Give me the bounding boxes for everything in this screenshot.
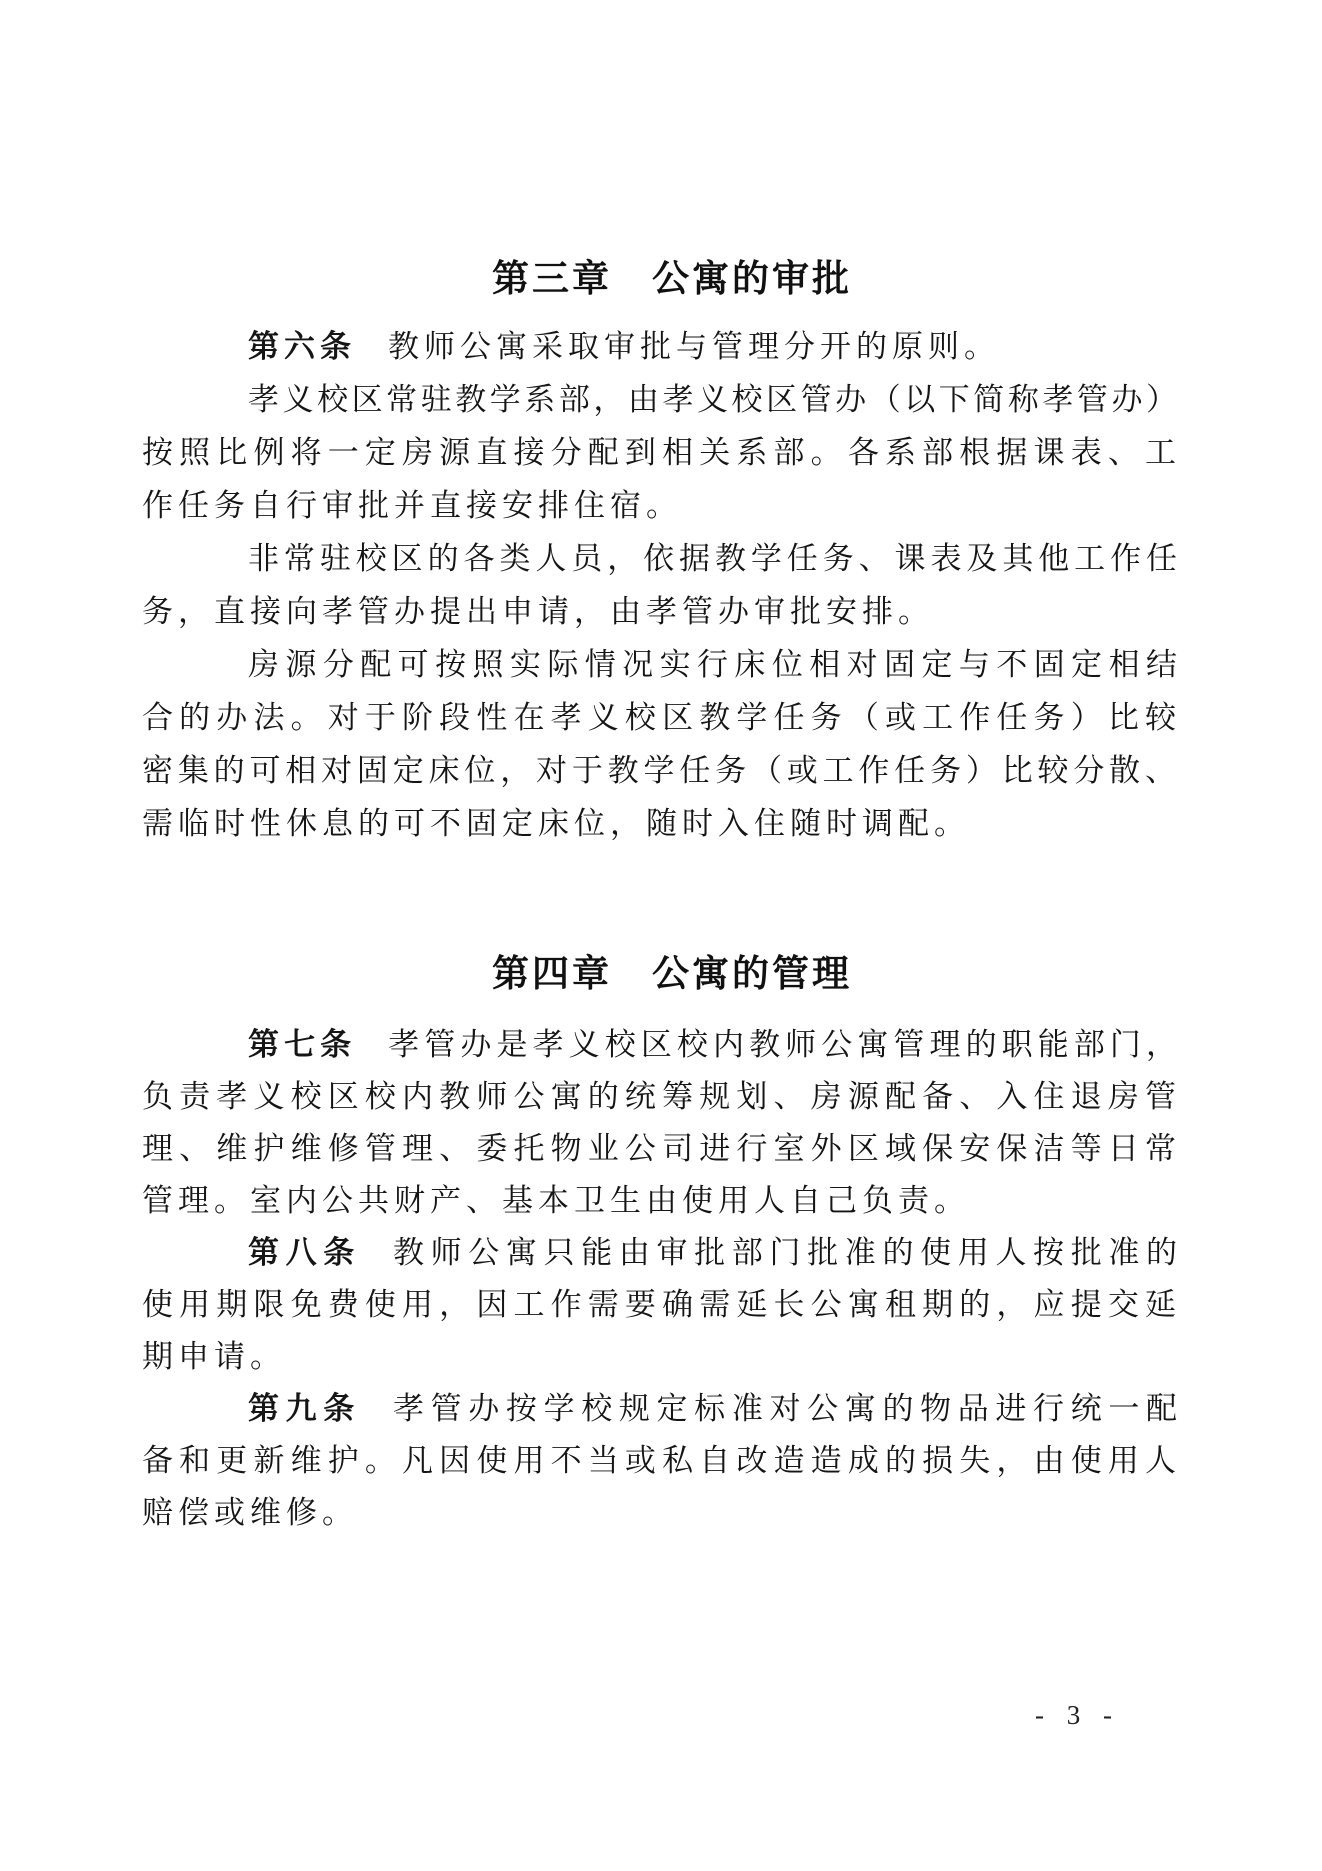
line-text: 管理。室内公共财产、基本卫生由使用人自己负责。 — [142, 1183, 970, 1218]
page-number: - 3 - — [1035, 1700, 1120, 1730]
paragraph-line — [142, 320, 1180, 373]
article-number: 第八条 — [248, 1235, 361, 1270]
line-text: 孝管办按学校规定标准对公寓的物品进行统一配 — [392, 1391, 1181, 1426]
chapter4-heading: 第四章 公寓的管理 — [492, 953, 852, 994]
line-text: 非常驻校区的各类人员，依据教学任务、课表及其他工作任 — [248, 541, 1180, 576]
article-number: 第七条 — [248, 1027, 357, 1062]
chapter3-heading: 第三章 公寓的审批 — [492, 258, 852, 299]
line-text: 赔偿或维修。 — [142, 1495, 358, 1530]
chapter3-body — [142, 320, 1180, 850]
line-text: 使用期限免费使用，因工作需要确需延长公寓租期的，应提交延 — [142, 1287, 1180, 1322]
paragraph-line — [142, 1331, 1180, 1383]
line-text: 孝义校区常驻教学系部，由孝义校区管办（以下简称孝管办） — [248, 382, 1180, 417]
paragraph-line — [142, 1123, 1180, 1175]
line-text: 需临时性休息的可不固定床位，随时入住随时调配。 — [142, 806, 970, 841]
document-content — [142, 238, 1180, 1539]
article-number: 第九条 — [248, 1391, 361, 1426]
line-text: 按照比例将一定房源直接分配到相关系部。各系部根据课表、工 — [142, 435, 1180, 470]
line-text: 合的办法。对于阶段性在孝义校区教学任务（或工作任务）比较 — [142, 700, 1180, 735]
line-text: 理、维护维修管理、委托物业公司进行室外区域保安保洁等日常 — [142, 1131, 1180, 1166]
paragraph-line — [142, 532, 1180, 585]
line-text: 孝管办是孝义校区校内教师公寓管理的职能部门， — [388, 1027, 1180, 1062]
line-text: 务，直接向孝管办提出申请，由孝管办审批安排。 — [142, 594, 934, 629]
paragraph-line — [142, 479, 1180, 532]
line-text: 作任务自行审批并直接安排住宿。 — [142, 488, 682, 523]
paragraph-line — [142, 691, 1180, 744]
paragraph-line — [142, 1071, 1180, 1123]
paragraph-line — [142, 373, 1180, 426]
line-text: 教师公寓只能由审批部门批准的使用人按批准的 — [392, 1235, 1181, 1270]
paragraph-line — [142, 638, 1180, 691]
paragraph-line — [142, 1487, 1180, 1539]
line-text: 密集的可相对固定床位，对于教学任务（或工作任务）比较分散、 — [142, 753, 1180, 788]
line-text: 负责孝义校区校内教师公寓的统筹规划、房源配备、入住退房管 — [142, 1079, 1180, 1114]
chapter4-body — [142, 1019, 1180, 1539]
article-number: 第六条 — [248, 329, 356, 364]
paragraph-line — [142, 585, 1180, 638]
line-text: 教师公寓采取审批与管理分开的原则。 — [388, 329, 1000, 364]
line-text: 备和更新维护。凡因使用不当或私自改造造成的损失，由使用人 — [142, 1443, 1180, 1478]
paragraph-line — [142, 1175, 1180, 1227]
paragraph-line — [142, 1383, 1180, 1435]
paragraph-line — [142, 1279, 1180, 1331]
paragraph-line — [142, 1019, 1180, 1071]
paragraph-line — [142, 744, 1180, 797]
paragraph-line — [142, 1435, 1180, 1487]
paragraph-line — [142, 1227, 1180, 1279]
line-text: 房源分配可按照实际情况实行床位相对固定与不固定相结 — [248, 647, 1180, 682]
paragraph-line — [142, 797, 1180, 850]
line-text: 期申请。 — [142, 1339, 286, 1374]
paragraph-line — [142, 426, 1180, 479]
